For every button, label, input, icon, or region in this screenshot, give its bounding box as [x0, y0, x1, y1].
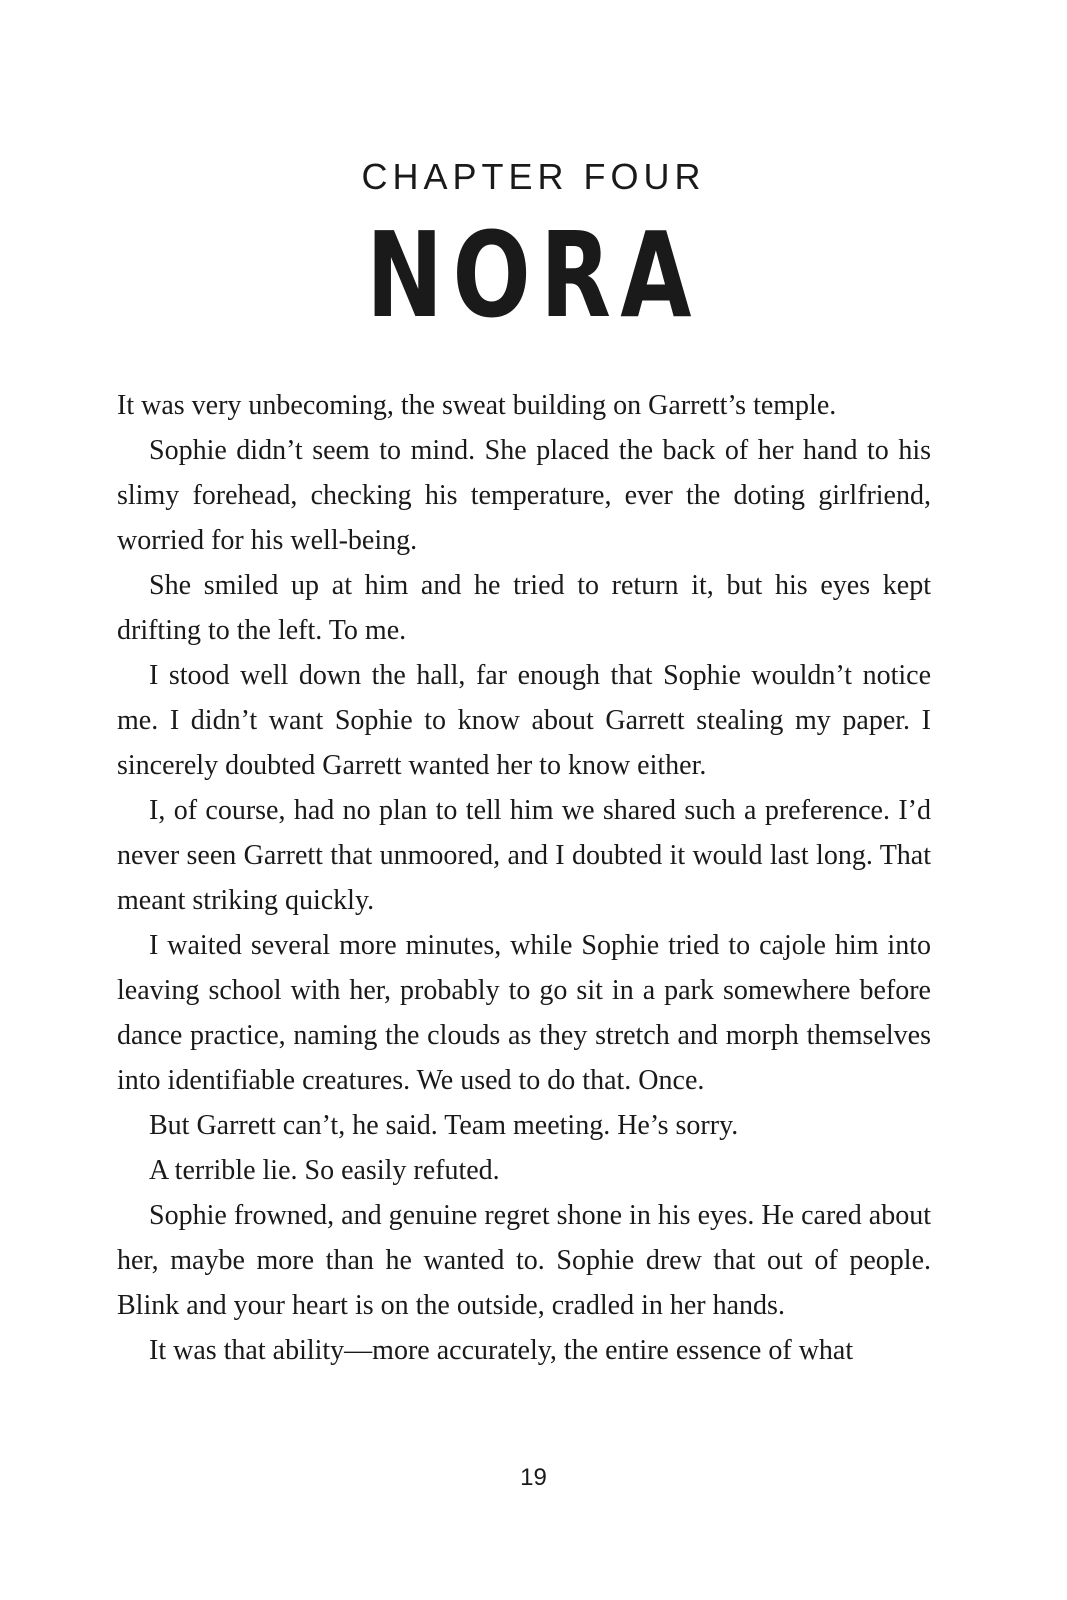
page-number: 19	[520, 1464, 547, 1491]
body-text	[117, 383, 931, 1373]
paragraph: But Garrett can’t, he said. Team meeting. He’s sorry.	[149, 1110, 739, 1141]
paragraph: Sophie frowned, and genuine regret shone in his eyes. He cared about her, maybe more than he wanted to. Sophie drew that out of people. Blink and your heart is on the outside, cradled in her hands.	[117, 1200, 931, 1321]
chapter-title: NORA	[366, 206, 701, 344]
paragraph: I, of course, had no plan to tell him we shared such a preference. I’d never seen Garrett that unmoored, and I doubted it would last long. That meant striking quickly.	[117, 795, 931, 916]
paragraph: She smiled up at him and he tried to return it, but his eyes kept drifting to the left. To me.	[117, 570, 931, 646]
paragraph: A terrible lie. So easily refuted.	[149, 1155, 500, 1186]
paragraph: I waited several more minutes, while Sophie tried to cajole him into leaving school with her, probably to go sit in a park somewhere before dance practice, naming the clouds as they stretch and morph themselves into identifiable creatures. We used to do that. Once.	[117, 930, 931, 1096]
paragraph: It was that ability—more accurately, the entire essence of what	[149, 1335, 854, 1366]
chapter-label: CHAPTER FOUR	[361, 156, 706, 197]
paragraph: I stood well down the hall, far enough that Sophie wouldn’t notice me. I didn’t want Sophie to know about Garrett stealing my paper. I sincerely doubted Garrett wanted her to know either.	[117, 660, 931, 781]
paragraph: Sophie didn’t seem to mind. She placed the back of her hand to his slimy forehead, checking his temperature, ever the doting girlfriend, worried for his well-being.	[117, 435, 931, 556]
paragraph: It was very unbecoming, the sweat building on Garrett’s temple.	[117, 390, 837, 421]
